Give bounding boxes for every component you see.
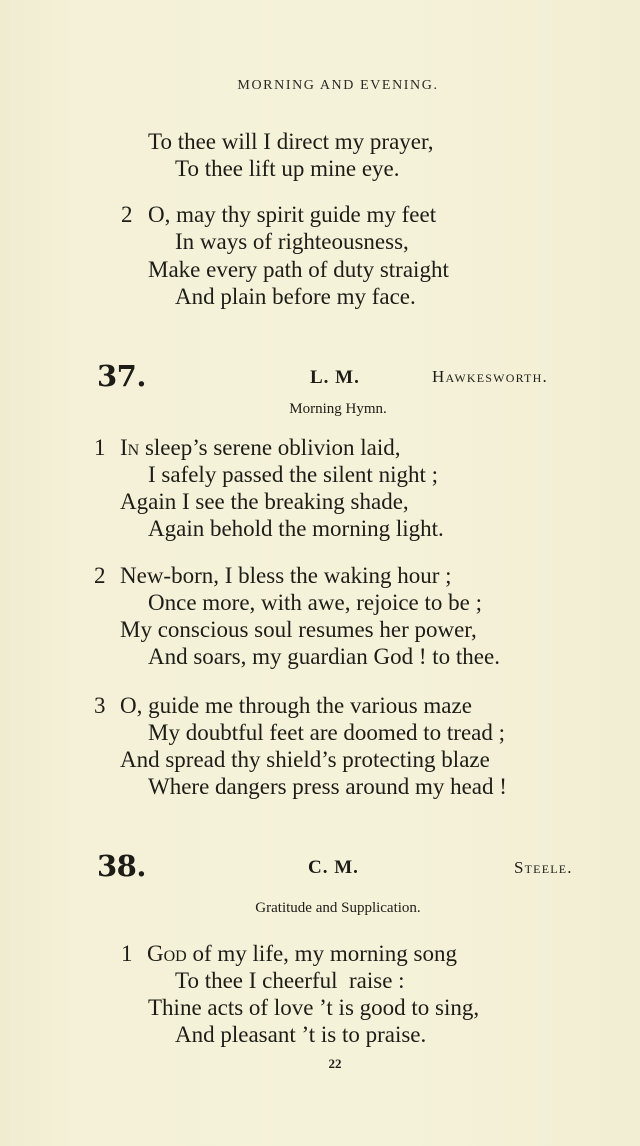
running-head: MORNING AND EVENING. xyxy=(237,78,439,93)
verse-line: Thine acts of love ’t is good to sing, xyxy=(148,995,480,1020)
verse-line xyxy=(120,436,400,459)
verse-line xyxy=(147,942,457,965)
verse-number: 2 xyxy=(94,563,106,588)
verse-line: My doubtful feet are doomed to tread ; xyxy=(148,720,506,745)
verse-line: To thee lift up mine eye. xyxy=(175,156,400,181)
hymn-title: Morning Hymn. xyxy=(289,401,387,417)
verse-first-word: God xyxy=(147,941,187,966)
verse-number: 3 xyxy=(94,693,106,718)
verse-number: 1 xyxy=(121,941,133,966)
verse-line: Make every path of duty straight xyxy=(148,257,449,282)
verse-first-word: In xyxy=(120,435,140,460)
verse-line-rest: of my life, my morning song xyxy=(186,941,457,966)
hymn-title: Gratitude and Supplication. xyxy=(255,900,421,916)
verse-line: O, guide me through the various maze xyxy=(120,693,472,718)
hymn-author: Steele. xyxy=(514,858,573,877)
verse-number: 1 xyxy=(94,435,106,460)
verse-line: And soars, my guardian God ! to thee. xyxy=(148,644,500,669)
verse-line: Where dangers press around my head ! xyxy=(148,774,507,799)
hymn-number: 37. xyxy=(97,359,146,393)
verse-number: 2 xyxy=(121,202,133,227)
verse-line: O, may thy spirit guide my feet xyxy=(148,202,437,227)
hymn-meter: C. M. xyxy=(308,857,359,878)
verse-line: And spread thy shield’s protecting blaze xyxy=(120,747,490,772)
verse-line: And pleasant ’t is to praise. xyxy=(175,1022,427,1047)
verse-line: Again behold the morning light. xyxy=(148,516,444,541)
verse-line: My conscious soul resumes her power, xyxy=(120,617,477,642)
hymn-author: Hawkesworth. xyxy=(432,367,548,386)
verse-line-rest: sleep’s serene oblivion laid, xyxy=(139,435,401,460)
verse-line: And plain before my face. xyxy=(175,284,416,309)
verse-line: Once more, with awe, rejoice to be ; xyxy=(148,590,483,615)
page-number: 22 xyxy=(328,1056,342,1071)
verse-line: Again I see the breaking shade, xyxy=(120,489,409,514)
verse-line: I safely passed the silent night ; xyxy=(148,462,438,487)
hymn-number: 38. xyxy=(97,849,146,883)
verse-line: In ways of righteousness, xyxy=(175,229,409,254)
verse-line: To thee will I direct my prayer, xyxy=(148,129,434,154)
verse-line: To thee I cheerful raise : xyxy=(175,968,405,993)
verse-line: New-born, I bless the waking hour ; xyxy=(120,563,452,588)
hymn-meter: L. M. xyxy=(310,367,360,388)
